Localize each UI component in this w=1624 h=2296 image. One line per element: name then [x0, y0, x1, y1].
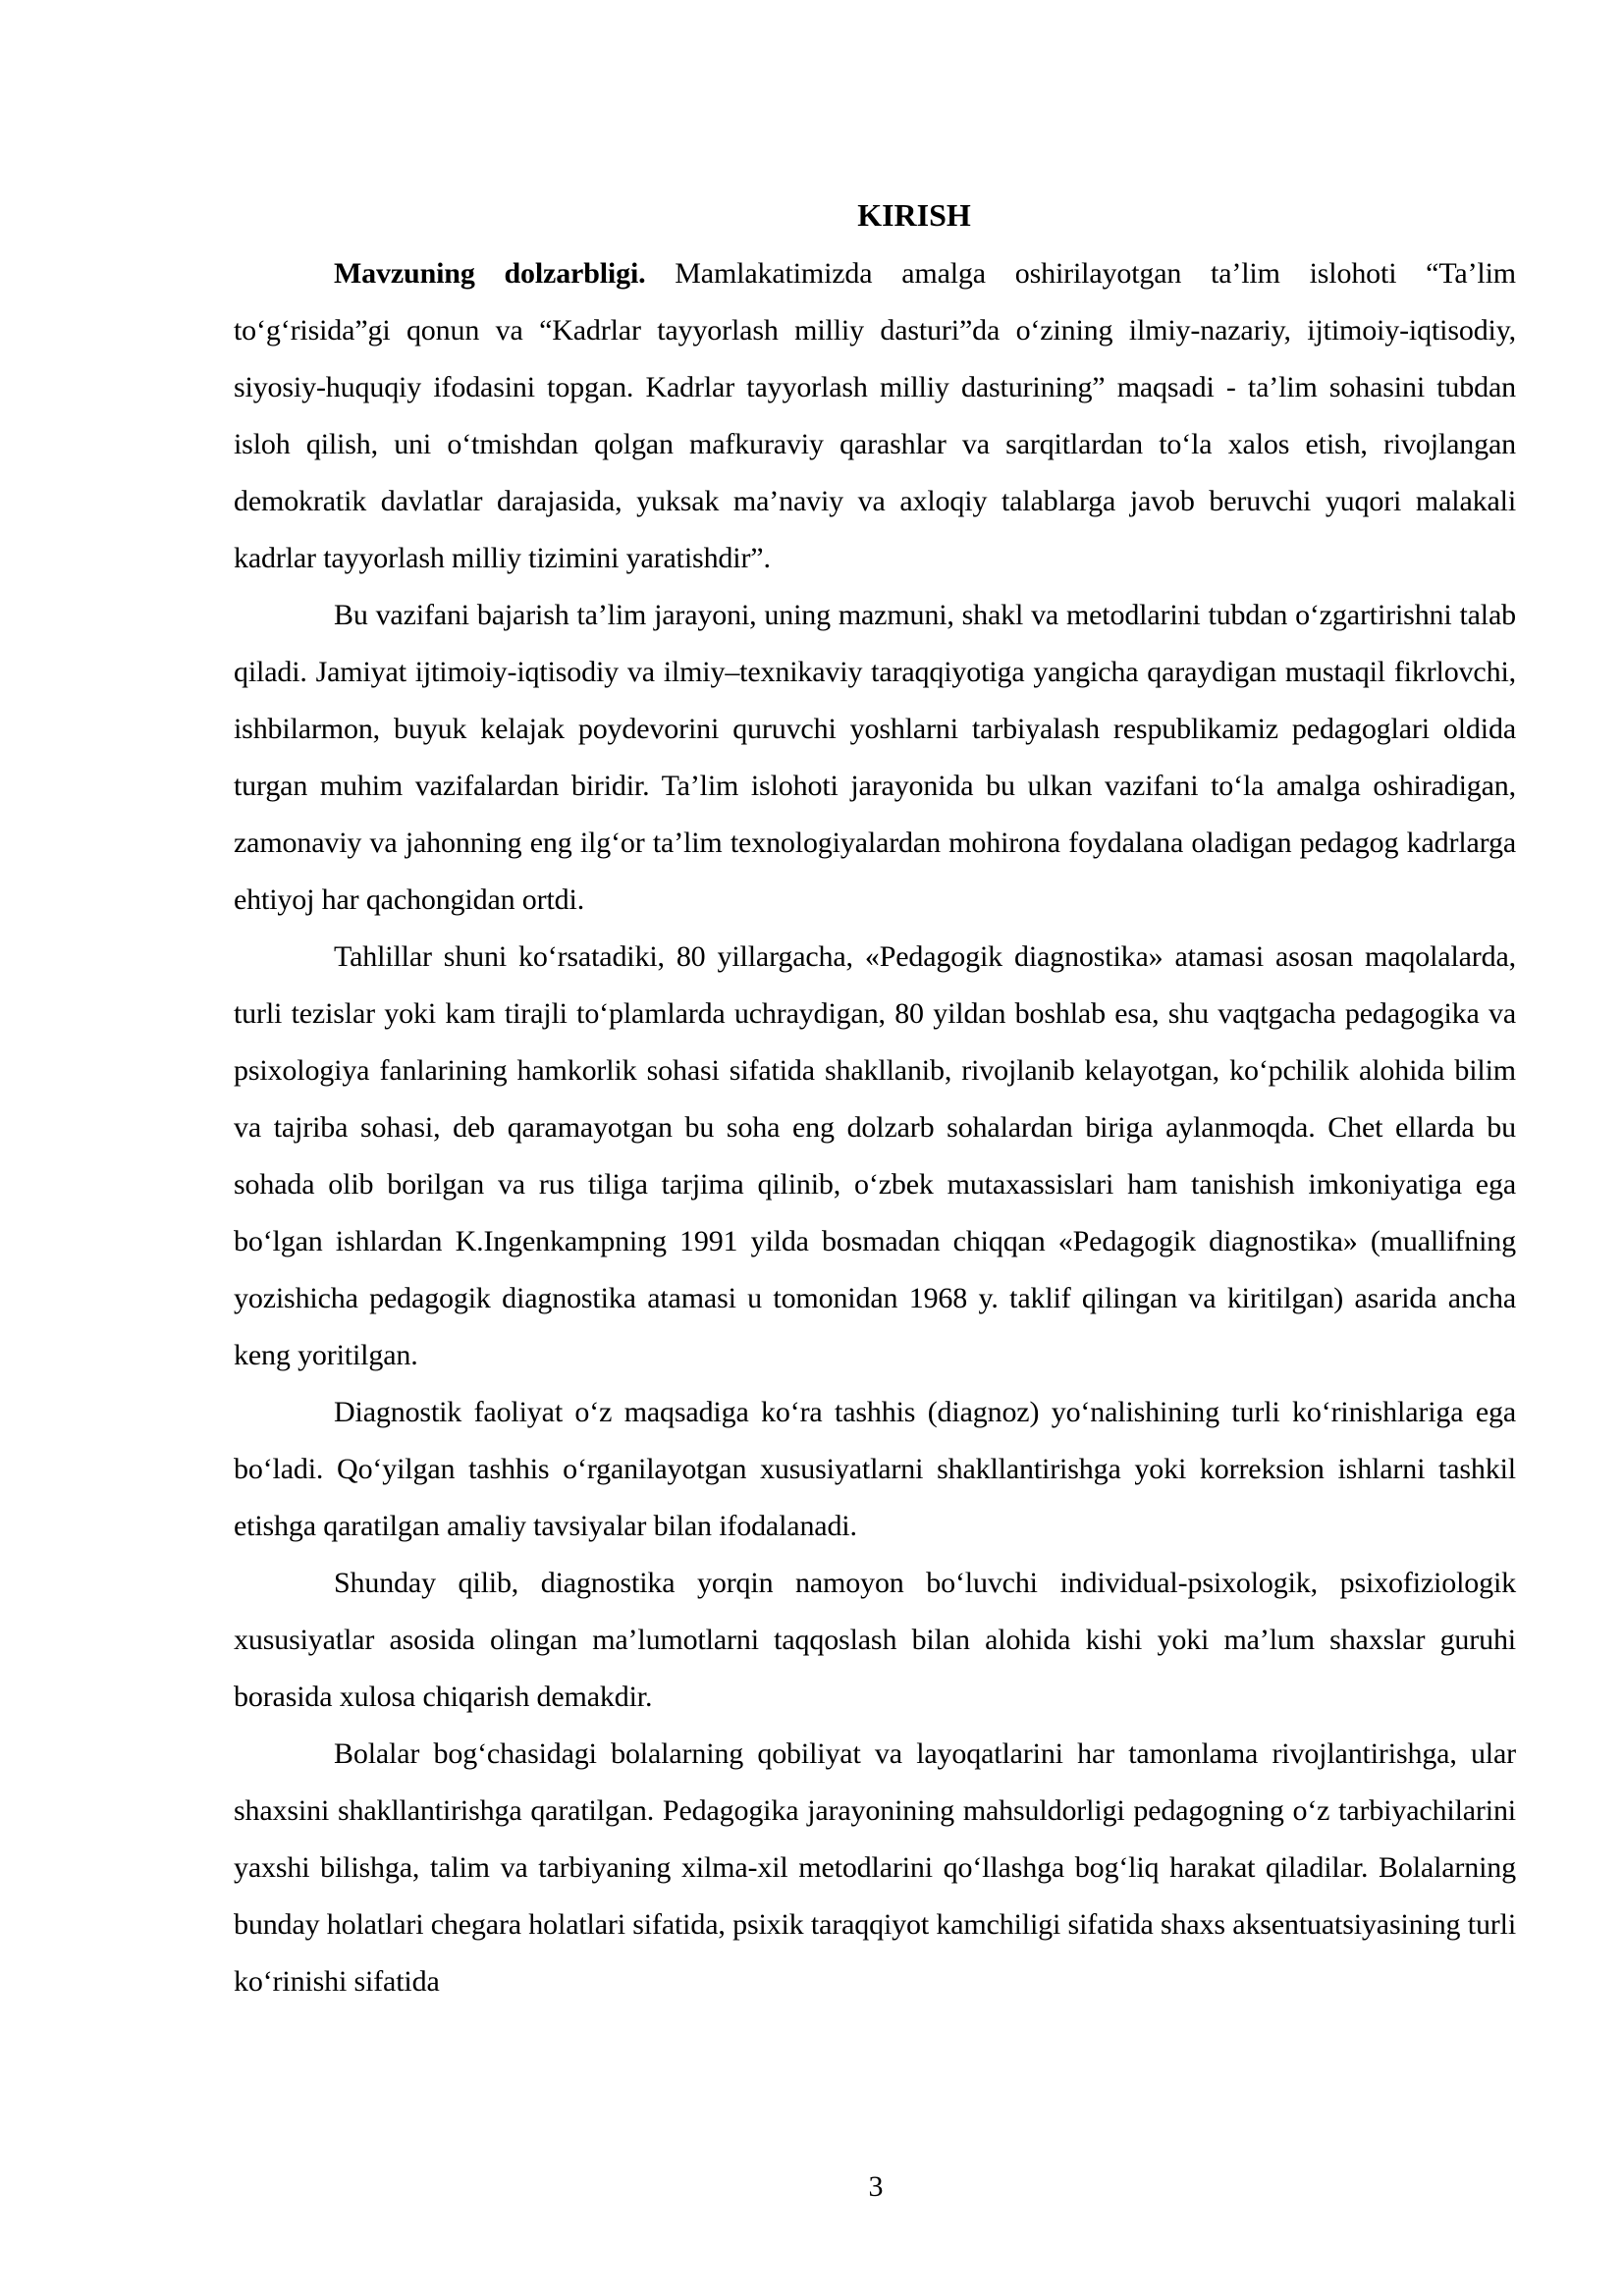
paragraph-analysis: [234, 929, 1516, 1384]
section-title: KIRISH: [857, 197, 971, 233]
paragraph-relevance: [234, 245, 1516, 587]
paragraph-text: Bu vazifani bajarish ta’lim jarayoni, uning mazmuni, shakl va metodlarini tubdan o‘zgartirishni talab qiladi. Jamiyat ijtimoiy-iqtisodiy va ilmiy–texnikaviy taraqqiyotiga yangicha qaraydigan mustaqil fikrlovchi, ishbilarmon, buyuk kelajak poydevorini quruvchi yoshlarni tarbiyalash respublikamiz pedagoglari oldida turgan muhim vazifalardan biridir. Ta’lim islohoti jarayonida bu ulkan vazifani to‘la amalga oshiradigan, zamonaviy va jahonning eng ilg‘or ta’lim texnologiyalardan mohirona foydalana oladigan pedagog kadrlarga ehtiyoj har qachongidan ortdi.: [234, 599, 1516, 916]
paragraph-lead: Mavzuning dolzarbligi.: [334, 257, 646, 290]
paragraph-text: Diagnostik faoliyat o‘z maqsadiga ko‘ra tashhis (diagnoz) yo‘nalishining turli ko‘rinishlariga ega bo‘ladi. Qo‘yilgan tashhis o‘rganilayotgan xususiyatlarni shakllantirishga yoki korreksion ishlarni tashkil etishga qaratilgan amaliy tavsiyalar bilan ifodalanadi.: [234, 1396, 1516, 1542]
paragraph-text: Mamlakatimizda amalga oshirilayotgan ta’lim islohoti “Ta’lim to‘g‘risida”gi qonun va “Kadrlar tayyorlash milliy dasturi”da o‘zining ilmiy-nazariy, ijtimoiy-iqtisodiy, siyosiy-huquqiy ifodasini topgan. Kadrlar tayyorlash milliy dasturining” maqsadi - ta’lim sohasini tubdan isloh qilish, uni o‘tmishdan qolgan mafkuraviy qarashlar va sarqitlardan to‘la xalos etish, rivojlangan demokratik davlatlar darajasida, yuksak ma’naviy va axloqiy talablarga javob beruvchi yuqori malakali kadrlar tayyorlash milliy tizimini yaratishdir”.: [234, 257, 1516, 574]
paragraph-conclusion: [234, 1555, 1516, 1726]
paragraph-text: Bolalar bog‘chasidagi bolalarning qobiliyat va layoqatlarini har tamonlama rivojlantirishga, ular shaxsini shakllantirishga qaratilgan. Pedagogika jarayonining mahsuldorligi pedagogning o‘z tarbiyachilarini yaxshi bilishga, talim va tarbiyaning xilma-xil metodlarini qo‘llashga bog‘liq harakat qiladilar. Bolalarning bunday holatlari chegara holatlari sifatida, psixik taraqqiyot kamchiligi sifatida shaxs aksentuatsiyasining turli ko‘rinishi sifatida: [234, 1737, 1516, 1998]
document-page: [234, 192, 1516, 2010]
paragraph-text: Tahlillar shuni ko‘rsatadiki, 80 yillargacha, «Pedagogik diagnostika» atamasi asosan maqolalarda, turli tezislar yoki kam tirajli to‘plamlarda uchraydigan, 80 yildan boshlab esa, shu vaqtgacha pedagogika va psixologiya fanlarining hamkorlik sohasi sifatida shakllanib, rivojlanib kelayotgan, ko‘pchilik alohida bilim va tajriba sohasi, deb qaramayotgan bu soha eng dolzarb sohalardan biriga aylanmoqda. Chet ellarda bu sohada olib borilgan va rus tiliga tarjima qilinib, o‘zbek mutaxassislari ham tanishish imkoniyatiga ega bo‘lgan ishlardan K.Ingenkampning 1991 yilda bosmadan chiqqan «Pedagogik diagnostika» (muallifning yozishicha pedagogik diagnostika atamasi u tomonidan 1968 y. taklif qilingan va kiritilgan) asarida ancha keng yoritilgan.: [234, 940, 1516, 1371]
paragraph-diagnostic-activity: [234, 1384, 1516, 1555]
paragraph-task: [234, 587, 1516, 929]
paragraph-text: Shunday qilib, diagnostika yorqin namoyon bo‘luvchi individual-psixologik, psixofiziologik xususiyatlar asosida olingan ma’lumotlarni taqqoslash bilan alohida kishi yoki ma’lum shaxslar guruhi borasida xulosa chiqarish demakdir.: [234, 1567, 1516, 1713]
page-number: 3: [868, 2170, 884, 2203]
paragraph-kindergarten: [234, 1726, 1516, 2010]
